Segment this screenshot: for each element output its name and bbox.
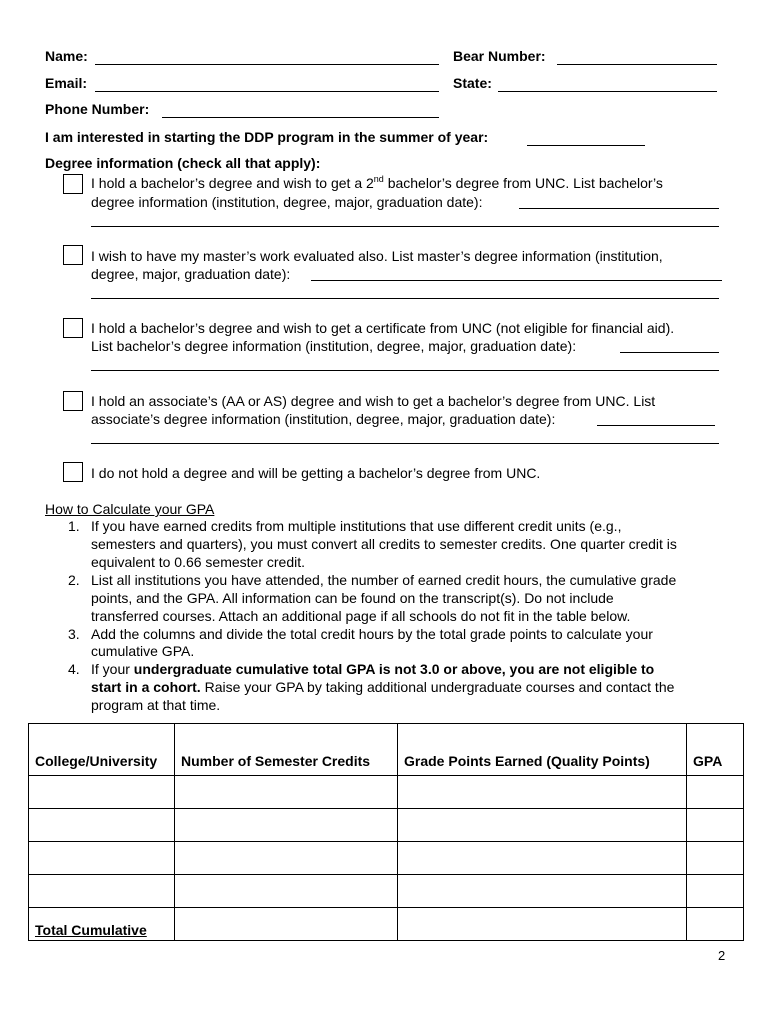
- table-cell[interactable]: [175, 875, 398, 908]
- degree-option-2-text: I wish to have my master’s work evaluated also. List master’s degree information (institution,: [91, 248, 663, 264]
- total-credits-cell[interactable]: [175, 908, 398, 941]
- degree-option-4-text: I hold an associate’s (AA or AS) degree and wish to get a bachelor’s degree from UNC. List: [91, 393, 656, 409]
- step-2-text-line3: transferred courses. Attach an additional page if all schools do not fit in the table below.: [91, 608, 631, 624]
- total-cumulative-label: Total Cumulative: [29, 908, 175, 941]
- table-cell[interactable]: [29, 809, 175, 842]
- degree-option-4-checkbox[interactable]: [63, 391, 83, 411]
- state-label: State:: [453, 75, 492, 91]
- table-cell[interactable]: [175, 809, 398, 842]
- degree-option-2-text-line2: degree, major, graduation date):: [91, 266, 291, 282]
- table-cell[interactable]: [29, 842, 175, 875]
- step-3-text: Add the columns and divide the total credit hours by the total grade points to calculate your: [91, 626, 653, 642]
- degree-option-5-text: I do not hold a degree and will be getting a bachelor’s degree from UNC.: [91, 465, 541, 481]
- step-2-text-line2: points, and the GPA. All information can be found on the transcript(s). Do not include: [91, 590, 614, 606]
- degree-option-2-checkbox[interactable]: [63, 245, 83, 265]
- table-cell[interactable]: [687, 875, 744, 908]
- table-cell[interactable]: [398, 809, 687, 842]
- header-grade-points: Grade Points Earned (Quality Points): [398, 724, 687, 776]
- degree-option-4-field[interactable]: [597, 425, 715, 426]
- table-row: [29, 842, 744, 875]
- interest-year-label: I am interested in starting the DDP program in the summer of year:: [45, 129, 489, 145]
- degree-option-3-text: I hold a bachelor’s degree and wish to get a certificate from UNC (not eligible for financial aid).: [91, 320, 675, 336]
- table-cell[interactable]: [29, 875, 175, 908]
- state-field[interactable]: [498, 91, 717, 92]
- table-cell[interactable]: [398, 842, 687, 875]
- step-2-number: 2.: [68, 572, 80, 588]
- header-gpa: GPA: [687, 724, 744, 776]
- degree-option-4-text-line2: associate’s degree information (institution, degree, major, graduation date):: [91, 411, 556, 427]
- degree-option-3-text-line2: List bachelor’s degree information (institution, degree, major, graduation date):: [91, 338, 577, 354]
- step-4-text-line2: start in a cohort. Raise your GPA by taking additional undergraduate courses and contact the: [91, 679, 675, 695]
- degree-option-3-checkbox[interactable]: [63, 318, 83, 338]
- table-cell[interactable]: [398, 776, 687, 809]
- degree-option-2-field[interactable]: [311, 280, 722, 281]
- header-college: College/University: [29, 724, 175, 776]
- step-4-text: If your undergraduate cumulative total GPA is not 3.0 or above, you are not eligible to: [91, 661, 655, 677]
- email-field[interactable]: [95, 91, 439, 92]
- page-number: 2: [718, 948, 726, 963]
- table-row: [29, 875, 744, 908]
- degree-option-1-text-line2: degree information (institution, degree, major, graduation date):: [91, 194, 483, 210]
- table-cell[interactable]: [175, 842, 398, 875]
- step-1-text-line2: semesters and quarters), you must convert all credits to semester credits. One quarter credit is: [91, 536, 677, 552]
- table-row: [29, 776, 744, 809]
- table-cell[interactable]: [398, 875, 687, 908]
- interest-year-field[interactable]: [527, 145, 645, 146]
- step-2-text: List all institutions you have attended, the number of earned credit hours, the cumulative grade: [91, 572, 677, 588]
- gpa-table: [28, 723, 744, 941]
- table-cell[interactable]: [175, 776, 398, 809]
- bear-number-label: Bear Number:: [453, 48, 546, 64]
- step-3-text-line2: cumulative GPA.: [91, 643, 195, 659]
- name-field[interactable]: [95, 64, 439, 65]
- step-1-number: 1.: [68, 518, 80, 534]
- phone-label: Phone Number:: [45, 101, 150, 117]
- step-1-text-line3: equivalent to 0.66 semester credit.: [91, 554, 306, 570]
- degree-option-2-field-line2[interactable]: [91, 298, 719, 299]
- table-cell[interactable]: [29, 776, 175, 809]
- name-label: Name:: [45, 48, 88, 64]
- table-cell[interactable]: [687, 842, 744, 875]
- degree-option-1-text: I hold a bachelor’s degree and wish to get a 2nd bachelor’s degree from UNC. List bachelor’s: [91, 174, 663, 191]
- degree-option-1-field-line2[interactable]: [91, 226, 719, 227]
- total-grade-points-cell[interactable]: [398, 908, 687, 941]
- table-header-row: [29, 724, 744, 776]
- step-1-text: If you have earned credits from multiple institutions that use different credit units (e.g.,: [91, 518, 622, 534]
- degree-option-1-field[interactable]: [519, 208, 719, 209]
- phone-field[interactable]: [162, 117, 439, 118]
- total-row: [29, 908, 744, 941]
- email-label: Email:: [45, 75, 88, 91]
- table-row: [29, 809, 744, 842]
- step-4-number: 4.: [68, 661, 80, 677]
- degree-info-heading: Degree information (check all that apply):: [45, 155, 321, 171]
- table-cell[interactable]: [687, 776, 744, 809]
- degree-option-3-field-line2[interactable]: [91, 370, 719, 371]
- gpa-howto-heading: How to Calculate your GPA: [45, 501, 215, 517]
- degree-option-5-checkbox[interactable]: [63, 462, 83, 482]
- table-cell[interactable]: [687, 809, 744, 842]
- degree-option-3-field[interactable]: [620, 352, 719, 353]
- header-semester-credits: Number of Semester Credits: [175, 724, 398, 776]
- step-3-number: 3.: [68, 626, 80, 642]
- degree-option-4-field-line2[interactable]: [91, 443, 719, 444]
- total-gpa-cell[interactable]: [687, 908, 744, 941]
- step-4-text-line3: program at that time.: [91, 697, 221, 713]
- bear-number-field[interactable]: [557, 64, 717, 65]
- degree-option-1-checkbox[interactable]: [63, 174, 83, 194]
